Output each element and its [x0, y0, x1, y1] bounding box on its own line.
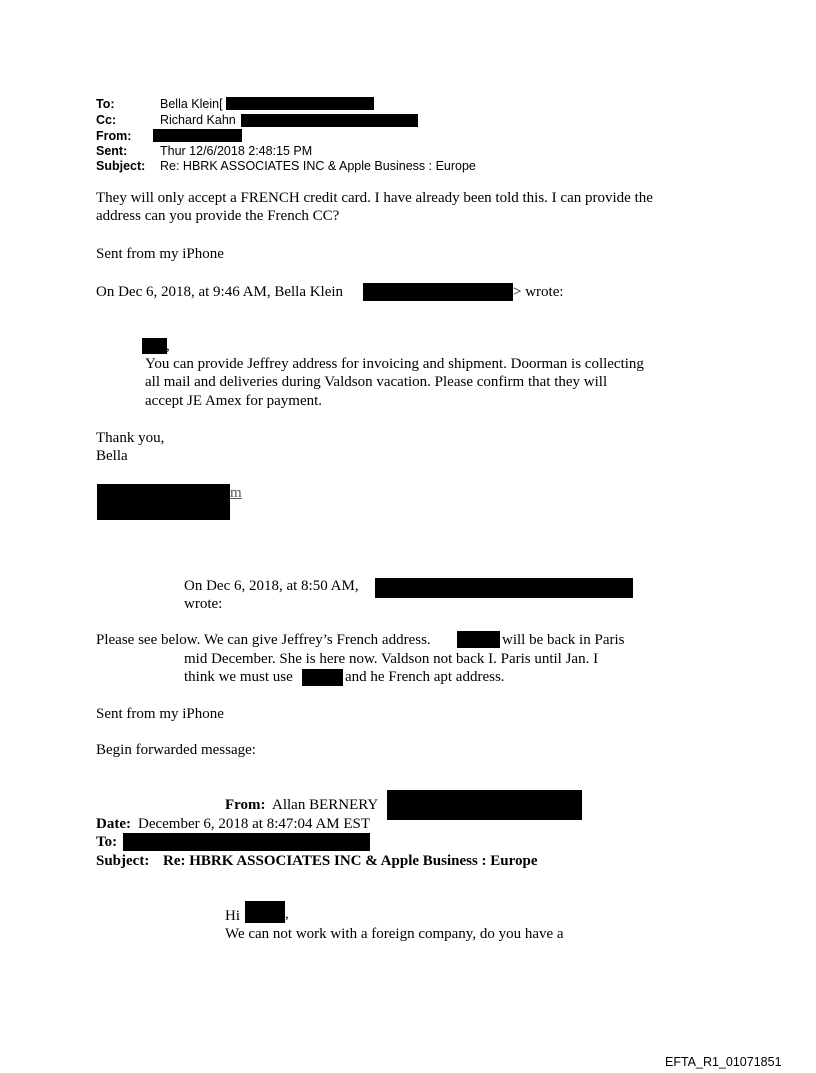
signature-name: Bella: [96, 448, 128, 464]
fwd-subject-label: Subject:: [96, 853, 150, 869]
body-paragraph-line: and he French apt address.: [345, 669, 505, 685]
quote-intro: On Dec 6, 2018, at 8:50 AM,: [184, 578, 359, 594]
to-label: To:: [96, 97, 115, 111]
body-paragraph-line: will be back in Paris: [502, 632, 625, 648]
cc-value: Richard Kahn: [160, 113, 236, 127]
redaction-sender-email: [387, 790, 582, 820]
begin-forwarded-message: Begin forwarded message:: [96, 742, 256, 758]
salutation-comma: ,: [166, 338, 170, 354]
subject-value: Re: HBRK ASSOCIATES INC & Apple Business : Europe: [160, 159, 476, 173]
subject-label: Subject:: [96, 159, 146, 173]
redaction-name: [245, 901, 285, 923]
redaction-name: [142, 338, 167, 354]
sent-label: Sent:: [96, 144, 128, 158]
quote-wrote: wrote:: [184, 596, 223, 612]
body-paragraph-line: mid December. She is here now. Valdson not back I. Paris until Jan. I: [184, 651, 599, 667]
fwd-date-value: December 6, 2018 at 8:47:04 AM EST: [138, 816, 371, 832]
quoted-line: all mail and deliveries during Valdson vacation. Please confirm that they will: [145, 374, 608, 390]
fwd-from-label: From:: [225, 797, 266, 813]
redaction-recipient: [123, 833, 370, 851]
quote-intro: On Dec 6, 2018, at 9:46 AM, Bella Klein: [96, 284, 344, 300]
fwd-greeting-comma: ,: [285, 906, 289, 922]
quote-wrote: > wrote:: [513, 284, 564, 300]
fwd-from-value: Allan BERNERY: [272, 797, 379, 813]
fwd-date-label: Date:: [96, 816, 131, 832]
redaction-from: [153, 129, 242, 142]
fwd-subject-value: Re: HBRK ASSOCIATES INC & Apple Business : Europe: [163, 853, 538, 869]
cc-label: Cc:: [96, 113, 117, 127]
body-paragraph-line: They will only accept a FRENCH credit card. I have already been told this. I can provide the: [96, 190, 653, 206]
redaction-signature-block: [97, 484, 230, 520]
redaction-sender-email: [363, 283, 513, 301]
redaction-sender-email: [375, 578, 633, 598]
body-paragraph-line: Please see below. We can give Jeffrey’s French address.: [96, 632, 431, 648]
fwd-body-line: We can not work with a foreign company, do you have a: [225, 926, 564, 942]
body-paragraph-line: address can you provide the French CC?: [96, 208, 340, 224]
body-paragraph-line: think we must use: [184, 669, 293, 685]
redaction-to-email: [226, 97, 374, 110]
sent-from-iphone: Sent from my iPhone: [96, 246, 224, 262]
email-link-fragment[interactable]: m: [230, 485, 242, 501]
quoted-line: You can provide Jeffrey address for invoicing and shipment. Doorman is collecting: [145, 356, 644, 372]
closing-thanks: Thank you,: [96, 430, 165, 446]
quoted-line: accept JE Amex for payment.: [145, 393, 323, 409]
sent-value: Thur 12/6/2018 2:48:15 PM: [160, 144, 313, 158]
fwd-greeting: Hi: [225, 908, 240, 924]
sent-from-iphone: Sent from my iPhone: [96, 706, 224, 722]
fwd-to-label: To:: [96, 834, 118, 850]
redaction-cc-email: [241, 114, 418, 127]
redaction-name: [457, 631, 500, 648]
to-value: Bella Klein[: [160, 97, 223, 111]
redaction-name: [302, 669, 343, 686]
document-id: EFTA_R1_01071851: [665, 1055, 782, 1069]
from-label: From:: [96, 129, 132, 143]
